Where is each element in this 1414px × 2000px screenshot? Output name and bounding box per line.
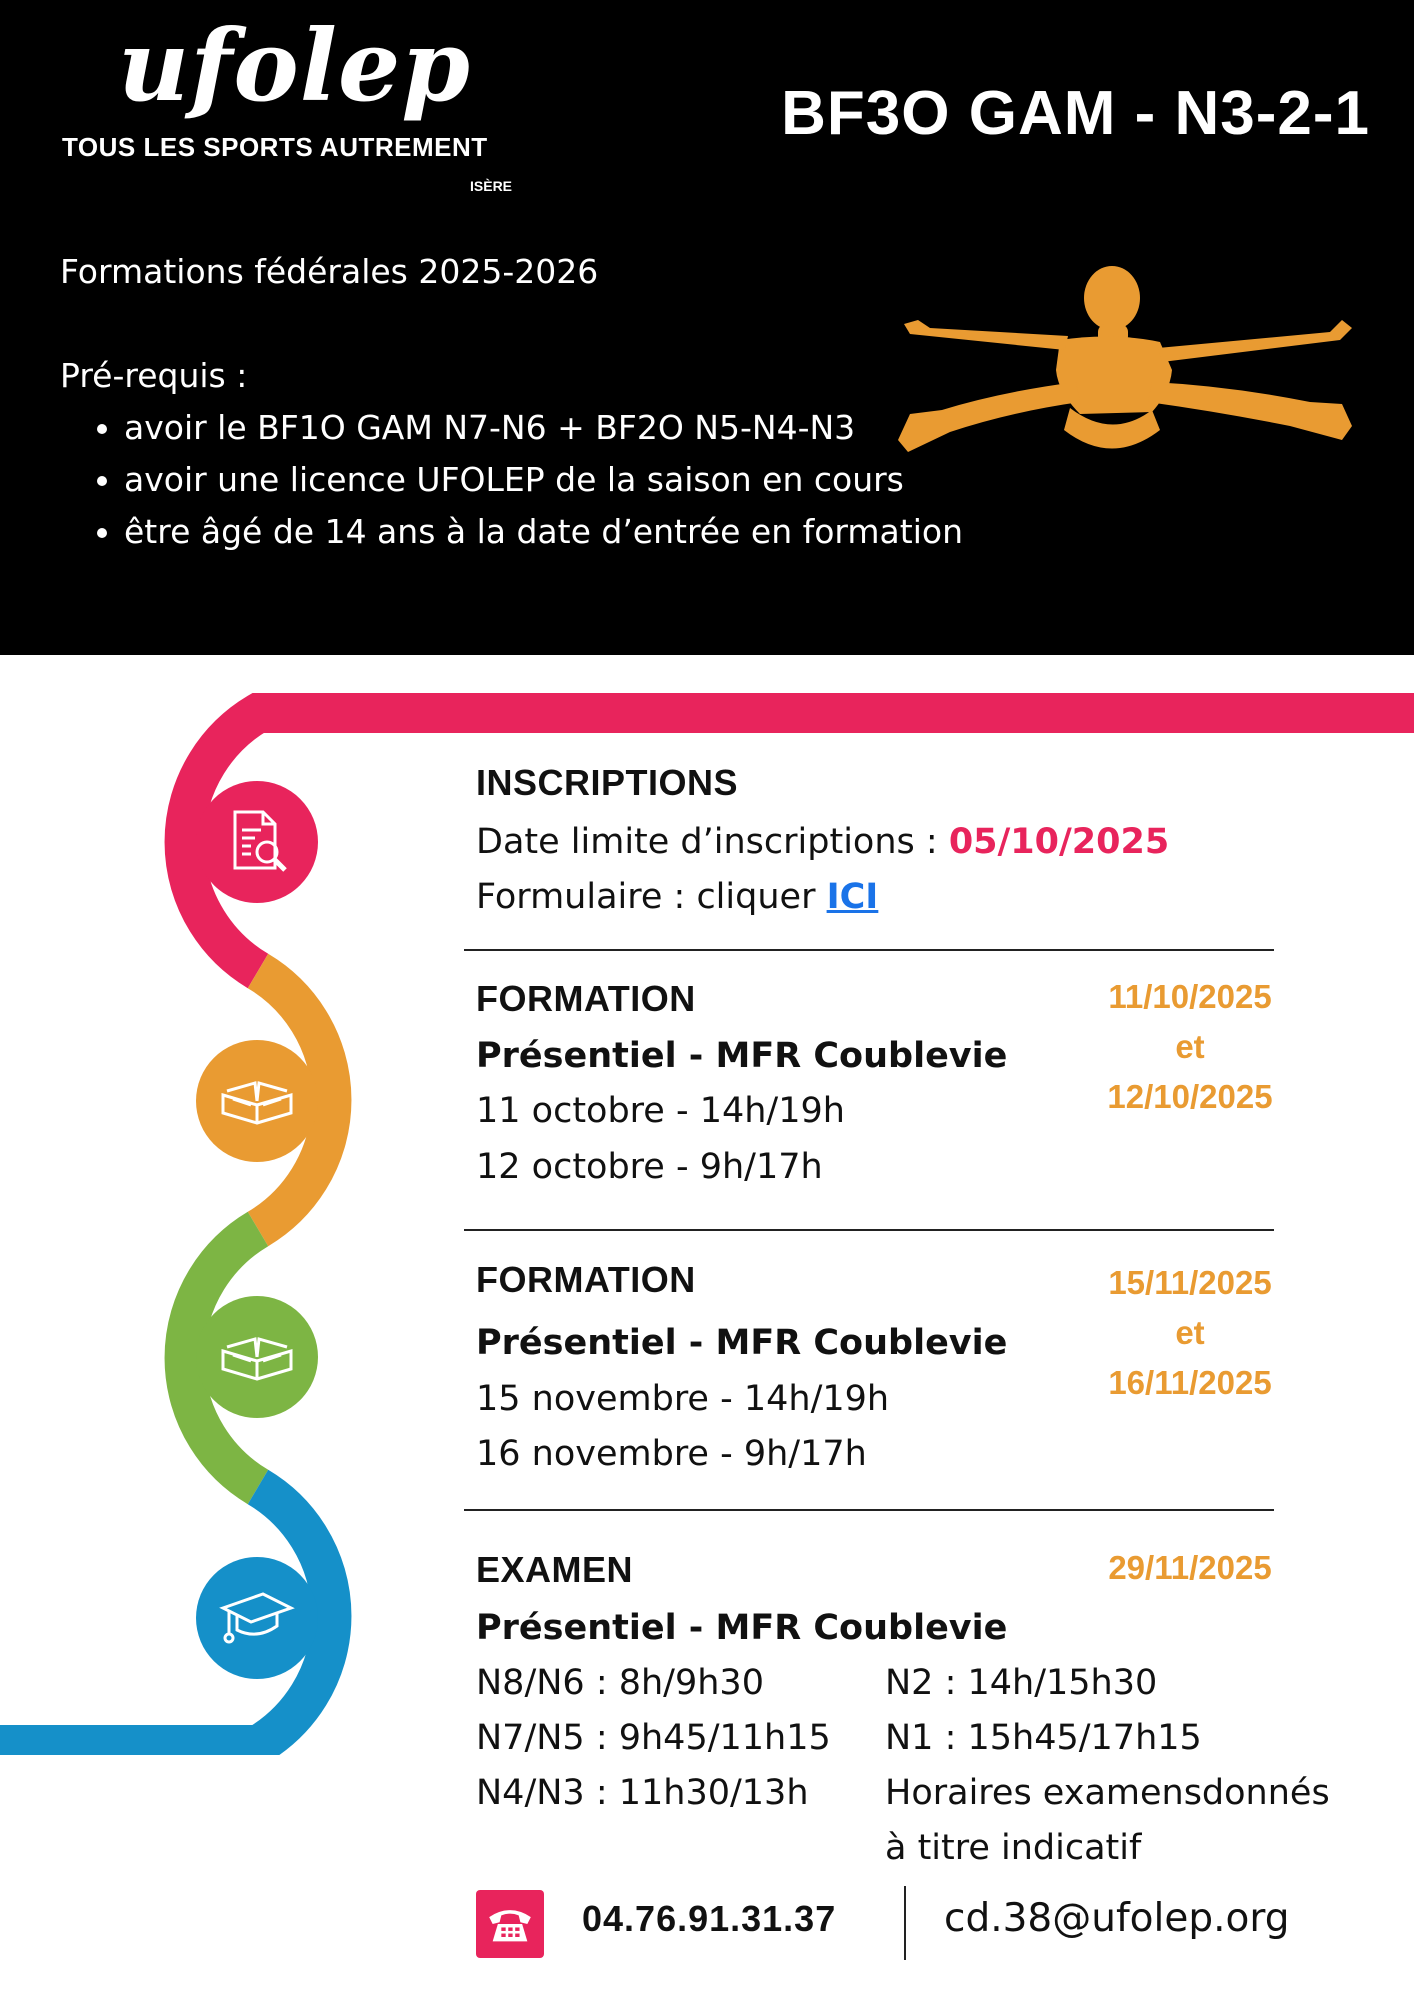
prereq-item: • être âgé de 14 ans à la date d’entrée en formation	[124, 506, 963, 558]
contact-separator	[904, 1886, 906, 1960]
header-banner	[0, 0, 1414, 655]
formation2-title: FORMATION	[476, 1259, 696, 1300]
logo-region: ISÈRE	[470, 178, 513, 194]
document-search-icon	[217, 802, 297, 882]
formation1-line: 12 octobre - 9h/17h	[476, 1147, 823, 1187]
examen-date: 29/11/2025	[1108, 1549, 1272, 1586]
deadline-label: Date limite d’inscriptions :	[476, 822, 949, 862]
examen-location: Présentiel - MFR Coublevie	[476, 1608, 1008, 1648]
formation2-date-end: 16/11/2025	[1108, 1364, 1272, 1401]
formation2-date-start: 15/11/2025	[1108, 1264, 1272, 1301]
formation2-location: Présentiel - MFR Coublevie	[476, 1323, 1008, 1363]
formation2-date-conj: et	[1175, 1314, 1205, 1351]
formation2-dates	[1060, 1258, 1320, 1408]
examen-slot: N1 : 15h45/17h15	[885, 1718, 1202, 1758]
formation2-step	[196, 1296, 318, 1418]
examen-title: EXAMEN	[476, 1549, 634, 1590]
open-book-icon	[217, 1317, 297, 1397]
graduation-cap-icon	[217, 1578, 297, 1658]
prereq-list	[60, 402, 963, 558]
examen-note: Horaires examensdonnés	[885, 1773, 1330, 1813]
formation1-date-end: 12/10/2025	[1107, 1078, 1273, 1115]
logo-tagline: TOUS LES SPORTS AUTREMENT	[62, 132, 488, 162]
examen-step	[196, 1557, 318, 1679]
examen-note: à titre indicatif	[885, 1828, 1142, 1868]
prereq-item: • avoir une licence UFOLEP de la saison en cours	[124, 454, 963, 506]
formation2-line: 16 novembre - 9h/17h	[476, 1434, 867, 1474]
deadline-value: 05/10/2025	[948, 822, 1170, 862]
formation2-line: 15 novembre - 14h/19h	[476, 1379, 890, 1419]
formation1-line: 11 octobre - 14h/19h	[476, 1091, 845, 1131]
contact-email[interactable]: cd.38@ufolep.org	[944, 1896, 1290, 1941]
examen-slot: N8/N6 : 8h/9h30	[476, 1663, 764, 1703]
prereq-heading: Pré-requis :	[60, 356, 248, 395]
logo-wordmark: ufolep	[118, 9, 471, 124]
examen-slot: N7/N5 : 9h45/11h15	[476, 1718, 831, 1758]
formation1-step	[196, 1040, 318, 1162]
open-book-icon	[217, 1061, 297, 1141]
gymnast-silhouette-icon	[890, 262, 1360, 482]
formation1-dates	[1060, 972, 1320, 1122]
divider	[464, 1509, 1274, 1511]
deadline-line	[476, 822, 1169, 862]
telephone-icon	[484, 1898, 536, 1950]
page-subtitle: Formations fédérales 2025-2026	[60, 252, 599, 291]
divider	[464, 1229, 1274, 1231]
phone-badge	[476, 1890, 544, 1958]
form-label: Formulaire : cliquer	[476, 877, 827, 917]
formation1-date-conj: et	[1175, 1028, 1205, 1065]
inscriptions-title: INSCRIPTIONS	[476, 762, 739, 803]
form-link[interactable]: ICI	[826, 877, 879, 917]
formation1-title: FORMATION	[476, 978, 696, 1019]
formation1-location: Présentiel - MFR Coublevie	[476, 1036, 1008, 1076]
page-title: BF3O GAM - N3-2-1	[781, 79, 1370, 148]
form-line	[476, 877, 878, 917]
formation1-date-start: 11/10/2025	[1108, 978, 1272, 1015]
contact-phone[interactable]: 04.76.91.31.37	[582, 1898, 837, 1939]
inscription-step	[196, 781, 318, 903]
examen-slot: N2 : 14h/15h30	[885, 1663, 1158, 1703]
prereq-item: • avoir le BF1O GAM N7-N6 + BF2O N5-N4-N3	[124, 402, 963, 454]
divider	[464, 949, 1274, 951]
examen-slot: N4/N3 : 11h30/13h	[476, 1773, 809, 1813]
